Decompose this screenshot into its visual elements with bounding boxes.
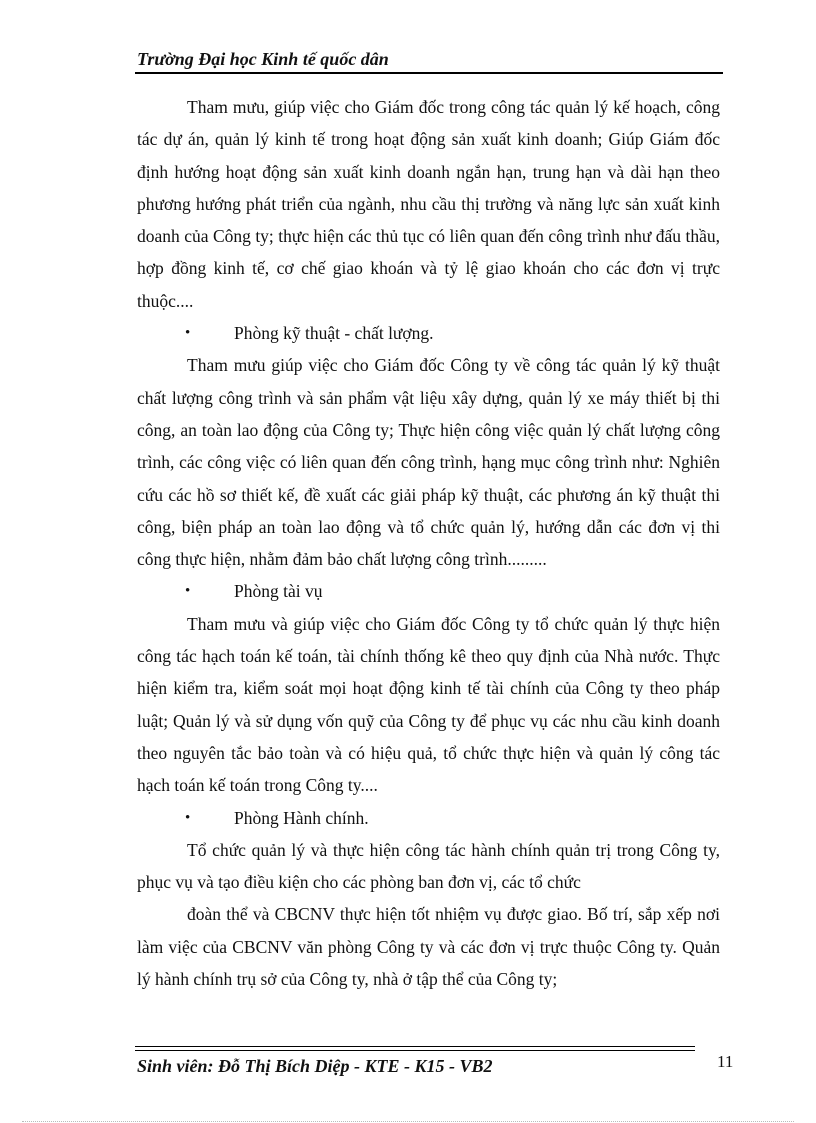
page-header-title: Trường Đại học Kinh tế quốc dân (137, 49, 389, 69)
bullet-icon: • (185, 809, 191, 826)
bullet-item-admin-dept (137, 802, 720, 834)
paragraph-admin-dept-continued: đoàn thể và CBCNV thực hiện tốt nhiệm vụ được giao. Bố trí, sắp xếp nơi làm việc của CBCNV văn phòng Công ty và các đơn vị trực thuộc Công ty. Quản lý hành chính trụ sở của Công ty, nhà ở tập thể của Công ty; (137, 904, 720, 990)
bullet-icon: • (185, 583, 191, 600)
paragraph-admin-dept: Tổ chức quản lý và thực hiện công tác hành chính quản trị trong Công ty, phục vụ và tạo điều kiện cho các phòng ban đơn vị, các tổ chức (137, 839, 720, 893)
page-bottom-edge (22, 1121, 794, 1122)
bullet-label: Phòng kỹ thuật - chất lượng. (234, 323, 434, 344)
paragraph-technical-dept: Tham mưu giúp việc cho Giám đốc Công ty về công tác quản lý kỹ thuật chất lượng công trình và sản phẩm vật liệu xây dựng, quản lý xe máy thiết bị thi công, an toàn lao động của Công ty; Thực hiện công việc quản lý chất lượng công trình, các công việc có liên quan đến công trình, hạng mục công trình như: Nghiên cứu các hồ sơ thiết kế, đề xuất các giải pháp kỹ thuật, các phương án kỹ thuật thi công, biện pháp an toàn lao động và tổ chức quản lý, hướng dẫn các đơn vị thi công thực hiện, nhằm đảm bảo chất lượng công trình......... (137, 355, 720, 570)
footer-divider-top (135, 1046, 695, 1047)
footer-student-info: Sinh viên: Đỗ Thị Bích Diệp - KTE - K15 - VB2 (137, 1056, 493, 1076)
page-number: 11 (717, 1052, 734, 1071)
footer-divider-bottom (135, 1050, 695, 1051)
paragraph-finance-dept: Tham mưu và giúp việc cho Giám đốc Công ty tổ chức quản lý thực hiện công tác hạch toán kế toán, tài chính thống kê theo quy định của Nhà nước. Thực hiện kiểm tra, kiểm soát mọi hoạt động kinh tế tài chính của Công ty theo pháp luật; Quản lý và sử dụng vốn quỹ của Công ty để phục vụ các nhu cầu kinh doanh theo nguyên tắc bảo toàn và có hiệu quả, tổ chức thực hiện và quản lý công tác hạch toán kế toán trong Công ty.... (137, 613, 720, 796)
bullet-item-finance-dept (137, 575, 720, 607)
paragraph-planning-dept: Tham mưu, giúp việc cho Giám đốc trong công tác quản lý kế hoạch, công tác dự án, quản lý kinh tế trong hoạt động sản xuất kinh doanh; Giúp Giám đốc định hướng hoạt động sản xuất kinh doanh ngắn hạn, trung hạn và dài hạn theo phương hướng phát triển của ngành, nhu cầu thị trường và năng lực sản xuất kinh doanh của Công ty; thực hiện các thủ tục có liên quan đến công trình như đấu thầu, hợp đồng kinh tế, cơ chế giao khoán và tỷ lệ giao khoán cho các đơn vị trực thuộc.... (137, 97, 720, 311)
bullet-icon: • (185, 325, 191, 342)
bullet-label: Phòng Hành chính. (234, 807, 369, 828)
header-divider (135, 72, 723, 74)
bullet-item-technical-dept (137, 317, 720, 349)
document-body (137, 91, 720, 995)
bullet-label: Phòng tài vụ (234, 581, 323, 602)
